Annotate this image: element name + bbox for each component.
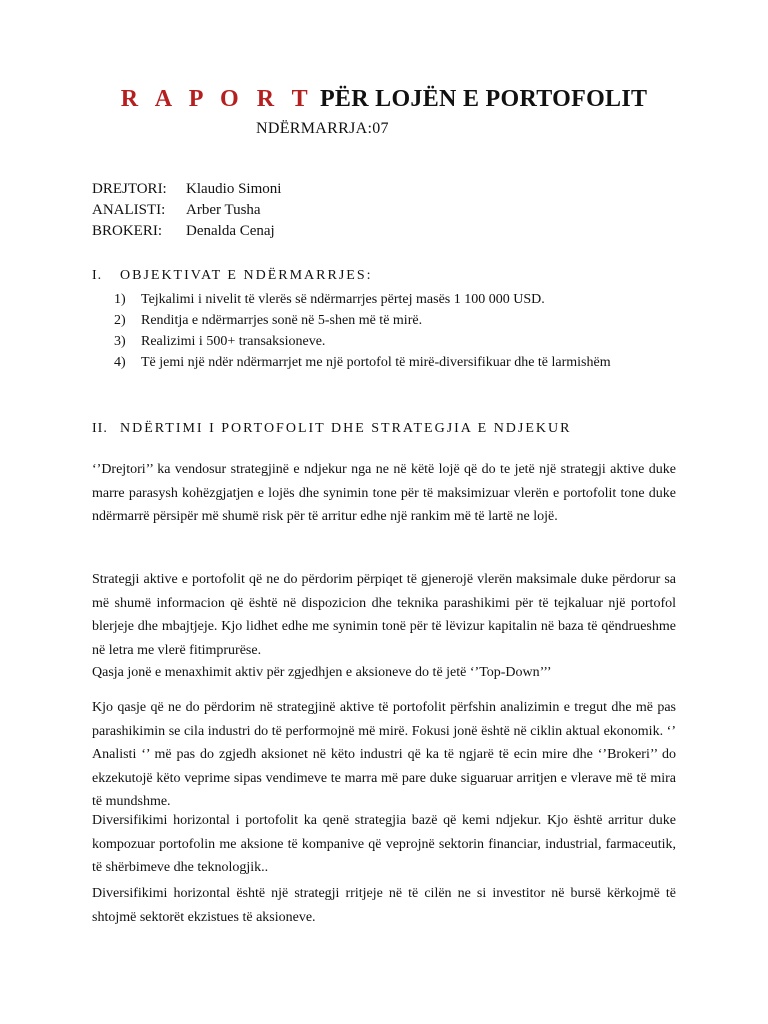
staff-name: Arber Tusha (186, 202, 261, 218)
staff-name: Klaudio Simoni (186, 181, 282, 197)
section-number: I. (92, 268, 103, 283)
staff-row-broker (92, 221, 281, 242)
list-item-text: Renditja e ndërmarrjes sonë në 5-shen më të mirë. (141, 313, 423, 328)
objectives-list (114, 289, 611, 373)
list-item-text: Të jemi një ndër ndërmarrjet me një portofol të mirë-diversifikuar dhe të larmishëm (141, 355, 611, 370)
list-item-number: 4) (114, 355, 126, 370)
list-item (114, 289, 611, 310)
paragraph: Qasja jonë e menaxhimit aktiv për zgjedhjen e aksioneve do të jetë ‘’Top-Down’’’ (92, 665, 552, 680)
section-heading-strategy (92, 421, 571, 437)
report-title-rest: PËR LOJËN E PORTOFOLIT (319, 86, 648, 112)
section-number: II. (92, 421, 108, 436)
list-item-number: 2) (114, 313, 126, 328)
staff-row-analyst (92, 200, 281, 221)
paragraph: Kjo qasje që ne do përdorim në strategjinë aktive të portofolit përfshin analizimin e tregut dhe më pas parashikimin se cila industri do të performojnë më mirë. Fokusi jonë është në ciklin aktual ekonomik. ‘’ Analisti ‘’ më pas do zgjedh aksionet në këto industri që ka të ngjarë të ecin mire dhe ‘’Brokeri’’ do ekzekutojë këto veprime sipas vendimeve te marra më pare duke siguaruar arritjen e vlerave më të mira të mundshme. (92, 700, 676, 809)
section-heading-text: OBJEKTIVAT E NDËRMARRJES: (120, 268, 373, 283)
paragraph: Strategji aktive e portofolit që ne do përdorim përpiqet të gjenerojë vlerën maksimale duke përdorur sa më shumë informacion që është në dispozicion dhe teknika parashikimi për të tejkaluar një portofol blerjeje dhe mbajtjeje. Kjo lidhet edhe me synimin tonë për të lëvizur kapitalin në baza të qëndrueshme në letra me vlerë fitimprurëse. (92, 572, 676, 658)
report-title-spaced: R A P O R T (120, 86, 314, 112)
list-item-text: Realizimi i 500+ transaksioneve. (141, 334, 326, 349)
list-item (114, 331, 611, 352)
list-item-number: 3) (114, 334, 126, 349)
report-title (0, 86, 768, 113)
list-item (114, 310, 611, 331)
list-item-number: 1) (114, 292, 126, 307)
staff-role: BROKERI: (92, 223, 163, 239)
enterprise-number: NDËRMARRJA:07 (256, 120, 389, 137)
staff-name: Denalda Cenaj (186, 223, 275, 239)
staff-row-director (92, 179, 281, 200)
paragraph: Diversifikimi horizontal është një strategji rritjeje në të cilën ne si investitor në bursë kërkojmë të shtojmë sektorët ekzistues të aksioneve. (92, 886, 676, 925)
staff-list (92, 179, 281, 242)
list-item (114, 352, 611, 373)
paragraph: Diversifikimi horizontal i portofolit ka qenë strategjia bazë që kemi ndjekur. Kjo është arritur duke kompozuar portofolin me aksione të kompanive që veprojnë sektorin financiar, industrial, farmaceutik, të shërbimeve dhe teknologjik.. (92, 813, 676, 875)
staff-role: ANALISTI: (92, 202, 166, 218)
section-heading-text: NDËRTIMI I PORTOFOLIT DHE STRATEGJIA E NDJEKUR (120, 421, 572, 436)
paragraph: ‘’Drejtori’’ ka vendosur strategjinë e ndjekur nga ne në këtë lojë që do te jetë një strategji aktive duke marre parasysh kohëzgjatjen e lojës dhe synimin tone për të maksimizuar vlerën e portofolit tone duke ndërmarrë përsipër më shumë risk për të arritur edhe një rankim më të lartë ne lojë. (92, 462, 676, 524)
list-item-text: Tejkalimi i nivelit të vlerës së ndërmarrjes përtej masës 1 100 000 USD. (141, 292, 545, 307)
staff-role: DREJTORI: (92, 181, 167, 197)
section-heading-objectives (92, 268, 373, 284)
